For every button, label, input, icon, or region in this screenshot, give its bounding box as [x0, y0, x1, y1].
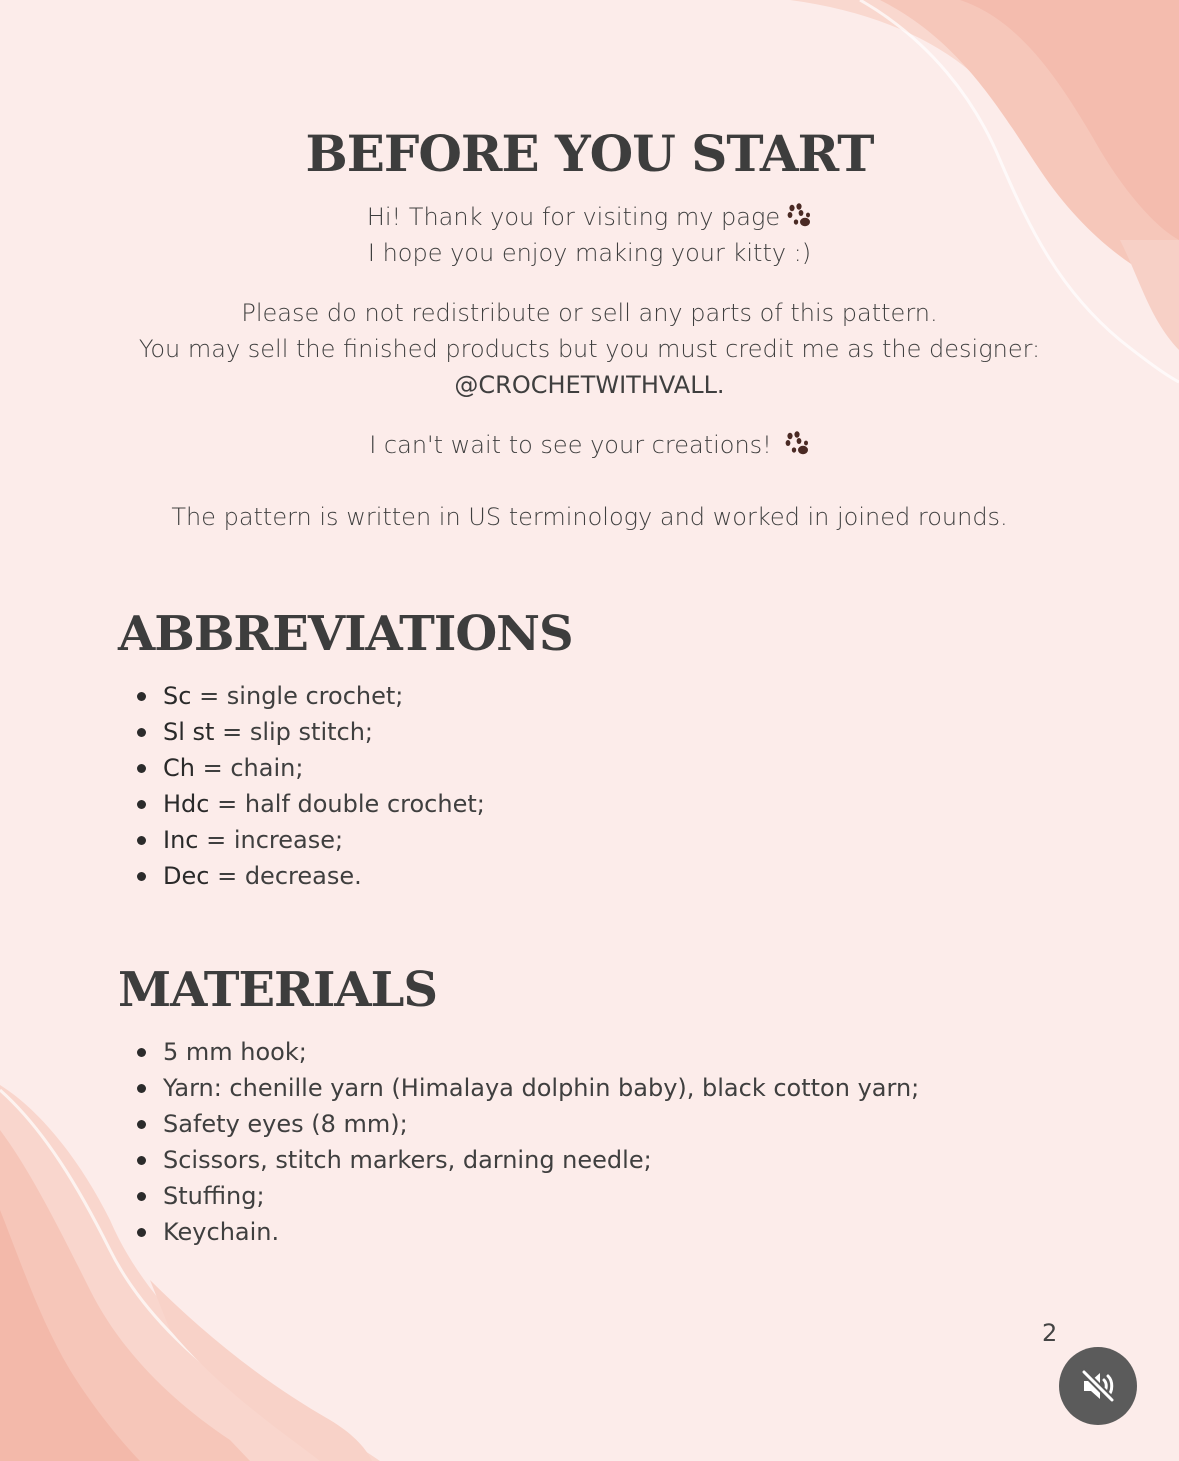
- intro-line-1: [0, 199, 1179, 235]
- intro-line-6-text: I can't wait to see your creations!: [369, 431, 772, 459]
- abbreviation-meaning: = increase;: [198, 826, 344, 854]
- intro-line-2: I hope you enjoy making your kitty :): [367, 239, 812, 267]
- material-text: Safety eyes (8 mm);: [163, 1110, 408, 1138]
- intro-line-7: The pattern is written in US terminology and worked in joined rounds.: [171, 503, 1008, 531]
- list-item: [118, 1142, 919, 1178]
- abbreviation-meaning: = slip stitch;: [214, 718, 374, 746]
- page-number: 2: [1042, 1319, 1058, 1347]
- intro-line-1-text: Hi! Thank you for visiting my page: [366, 203, 781, 231]
- paw-print-icon: [784, 431, 810, 457]
- list-item: [118, 1106, 919, 1142]
- list-item: [118, 1178, 919, 1214]
- designer-handle: @CROCHETWITHVALL.: [454, 371, 725, 399]
- muted-speaker-icon: [1078, 1366, 1118, 1406]
- list-item: [118, 1070, 919, 1106]
- list-item: [118, 786, 485, 822]
- abbreviation-meaning: = single crochet;: [191, 682, 404, 710]
- bullet-icon: [137, 1192, 146, 1201]
- intro-line-3: Please do not redistribute or sell any parts of this pattern.: [241, 299, 938, 327]
- material-text: Yarn: chenille yarn (Himalaya dolphin baby), black cotton yarn;: [163, 1074, 920, 1102]
- material-text: Stuffing;: [163, 1182, 265, 1210]
- abbreviation-term: Hdc: [163, 790, 210, 818]
- page-title: BEFORE YOU START: [305, 124, 874, 183]
- bullet-icon: [137, 728, 146, 737]
- materials-heading: MATERIALS: [118, 962, 438, 1018]
- intro-text: [0, 199, 1179, 535]
- abbreviation-term: Inc: [163, 826, 199, 854]
- materials-list: [118, 1034, 919, 1250]
- mute-toggle-button[interactable]: [1059, 1347, 1137, 1425]
- abbreviation-term: Ch: [163, 754, 195, 782]
- bullet-icon: [137, 1156, 146, 1165]
- intro-line-6: [0, 427, 1179, 463]
- abbreviations-list: [118, 678, 485, 894]
- list-item: [118, 678, 485, 714]
- abbreviation-meaning: = chain;: [194, 754, 304, 782]
- bullet-icon: [137, 800, 146, 809]
- abbreviations-heading: ABBREVIATIONS: [118, 606, 573, 662]
- list-item: [118, 714, 485, 750]
- abbreviation-term: Dec: [163, 862, 210, 890]
- list-item: [118, 1214, 919, 1250]
- paw-print-icon: [786, 203, 812, 229]
- list-item: [118, 858, 485, 894]
- abbreviation-meaning: = half double crochet;: [209, 790, 485, 818]
- list-item: [118, 1034, 919, 1070]
- bullet-icon: [137, 1120, 146, 1129]
- bullet-icon: [137, 872, 146, 881]
- material-text: Keychain.: [163, 1218, 280, 1246]
- abbreviation-term: Sl st: [163, 718, 215, 746]
- material-text: 5 mm hook;: [163, 1038, 307, 1066]
- bullet-icon: [137, 764, 146, 773]
- bullet-icon: [137, 1228, 146, 1237]
- bullet-icon: [137, 692, 146, 701]
- intro-line-4: You may sell the finished products but you must credit me as the designer:: [138, 335, 1041, 363]
- bullet-icon: [137, 836, 146, 845]
- abbreviation-meaning: = decrease.: [209, 862, 362, 890]
- bullet-icon: [137, 1084, 146, 1093]
- list-item: [118, 822, 485, 858]
- list-item: [118, 750, 485, 786]
- bullet-icon: [137, 1048, 146, 1057]
- abbreviation-term: Sc: [163, 682, 192, 710]
- material-text: Scissors, stitch markers, darning needle;: [163, 1146, 652, 1174]
